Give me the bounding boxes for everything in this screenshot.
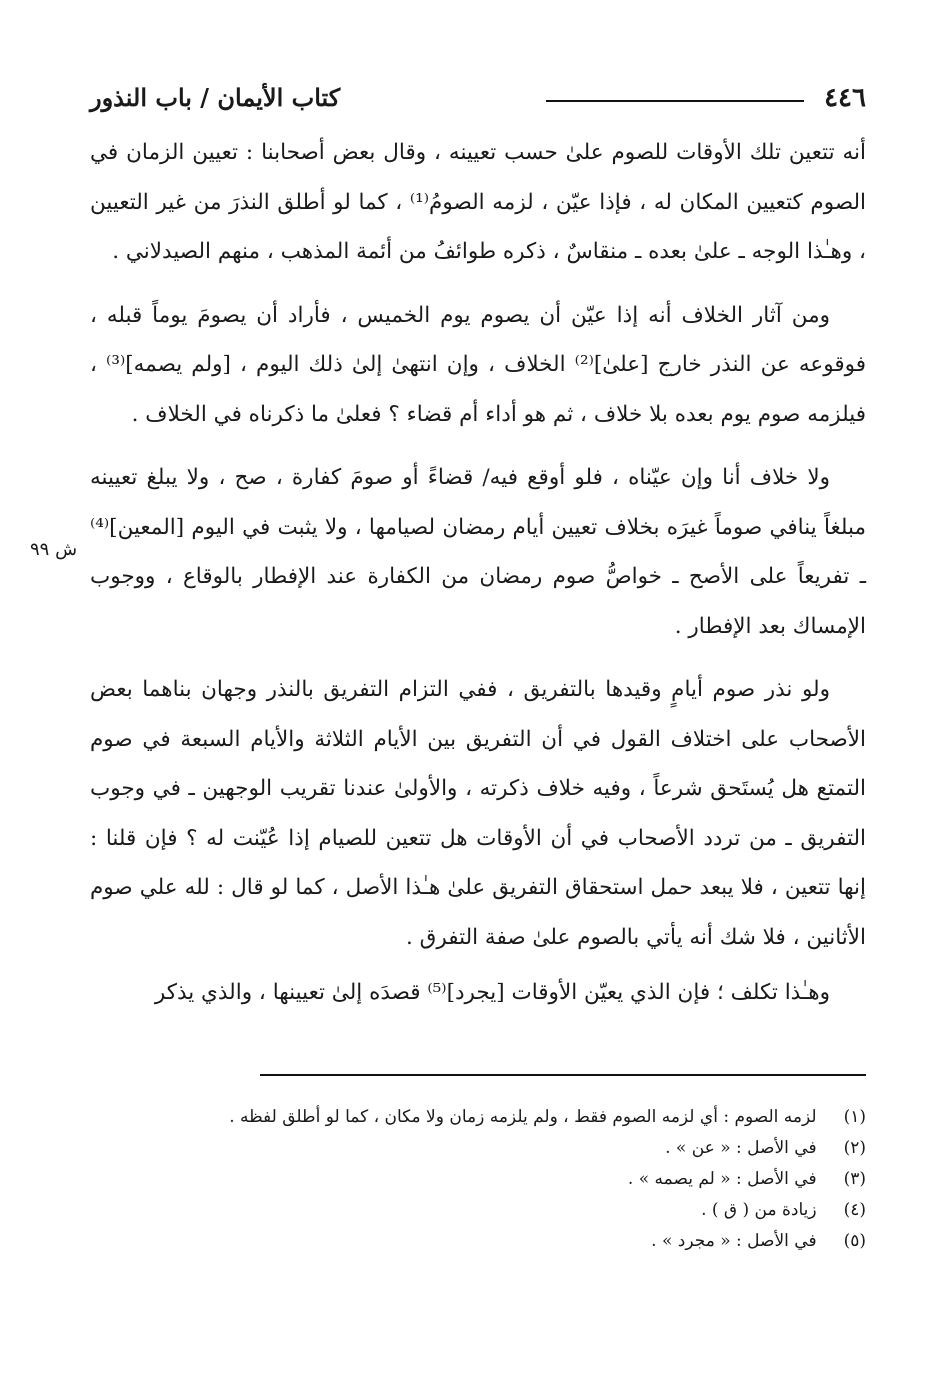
- paragraph-1: أنه تتعين تلك الأوقات للصوم علىٰ حسب تعيينه ، وقال بعض أصحابنا : تعيين الزمان في الصوم كتعيين المكان له ، فإذا عيّن ، لزمه الصومُ⁽¹⁾ ، كما لو أطلق النذرَ من غير التعيين ، وهـٰذا الوجه ـ علىٰ بعده ـ منقاسٌ ، ذكره طوائفُ من أئمة المذهب ، منهم الصيدلاني .: [90, 140, 866, 264]
- footnote-text: زيادة من ( ق ) .: [701, 1200, 817, 1220]
- paragraph-2: ومن آثار الخلاف أنه إذا عيّن أن يصوم يوم الخميس ، فأراد أن يصومَ يوماً قبله ، فوقوعه عن النذر خارج [علىٰ]⁽²⁾ الخلاف ، وإن انتهىٰ إلىٰ ذلك اليوم ، [ولم يصمه]⁽³⁾ ، فيلزمه صوم يوم بعده بلا خلاف ، ثم هو أداء أم قضاء ؟ فعلىٰ ما ذكرناه في الخلاف .: [90, 302, 866, 427]
- page-number: ٤٤٦: [824, 83, 866, 113]
- footnote-2: [90, 1133, 866, 1164]
- paragraph-5: وهـٰذا تكلف ؛ فإن الذي يعيّن الأوقات [يجرد]⁽⁵⁾ قصدَه إلىٰ تعيينها ، والذي يذكر: [154, 980, 830, 1005]
- paragraph-4: ولو نذر صوم أيامٍ وقيدها بالتفريق ، ففي التزام التفريق بالنذر وجهان بناهما بعض الأصحاب على اختلاف القول في أن التفريق بين الأيام الثلاثة والأيام السبعة في صوم التمتع هل يُستَحق شرعاً ، وفيه خلاف ذكرته ، والأولىٰ عندنا تقريب الوجهين ـ في وجوب التفريق ـ من تردد الأصحاب في أن الأوقات هل تتعين للصيام إذا عُيّنت له ؟ فإن قلنا : إنها تتعين ، فلا يبعد حمل استحقاق التفريق علىٰ هـٰذا الأصل ، كما لو قال : لله علي صوم الأثانين ، فلا شك أنه يأتي بالصوم علىٰ صفة التفرق .: [90, 677, 866, 950]
- footnote-text: لزمه الصوم : أي لزمه الصوم فقط ، ولم يلزمه زمان ولا مكان ، كما لو أطلق لفظه .: [229, 1107, 817, 1127]
- header-rule: [546, 100, 804, 102]
- footnotes: [90, 1102, 866, 1257]
- footnote-number: (٣): [843, 1169, 866, 1189]
- footnote-number: (٥): [843, 1231, 866, 1251]
- footnote-3: [90, 1164, 866, 1195]
- footnote-divider: [260, 1074, 866, 1076]
- footnote-4: [90, 1195, 866, 1226]
- footnote-text: في الأصل : « لم يصمه » .: [627, 1169, 817, 1189]
- main-text: [90, 128, 866, 1024]
- running-title: كتاب الأيمان / باب النذور: [90, 83, 341, 112]
- footnote-text: في الأصل : « مجرد » .: [651, 1231, 817, 1251]
- footnote-number: (٤): [843, 1200, 866, 1220]
- page-header: [90, 78, 866, 118]
- footnote-text: في الأصل : « عن » .: [665, 1138, 817, 1158]
- footnote-5: [90, 1226, 866, 1257]
- paragraph-3: ولا خلاف أنا وإن عيّناه ، فلو أوقع فيه/ قضاءً أو صومَ كفارة ، صح ، ولا يبلغ تعيينه مبلغاً ينافي صوماً غيرَه بخلاف تعيين أيام رمضان لصيامها ، ولا يثبت في اليوم [المعين]⁽⁴⁾ ـ تفريعاً على الأصح ـ خواصُّ صوم رمضان من الكفارة عند الإفطار بالوقاع ، ووجوب الإمساك بعد الإفطار .: [90, 465, 866, 639]
- footnote-number: (٢): [843, 1138, 866, 1158]
- footnote-1: [90, 1102, 866, 1133]
- footnote-number: (١): [843, 1107, 866, 1127]
- margin-folio-note: ش ٩٩: [30, 539, 78, 560]
